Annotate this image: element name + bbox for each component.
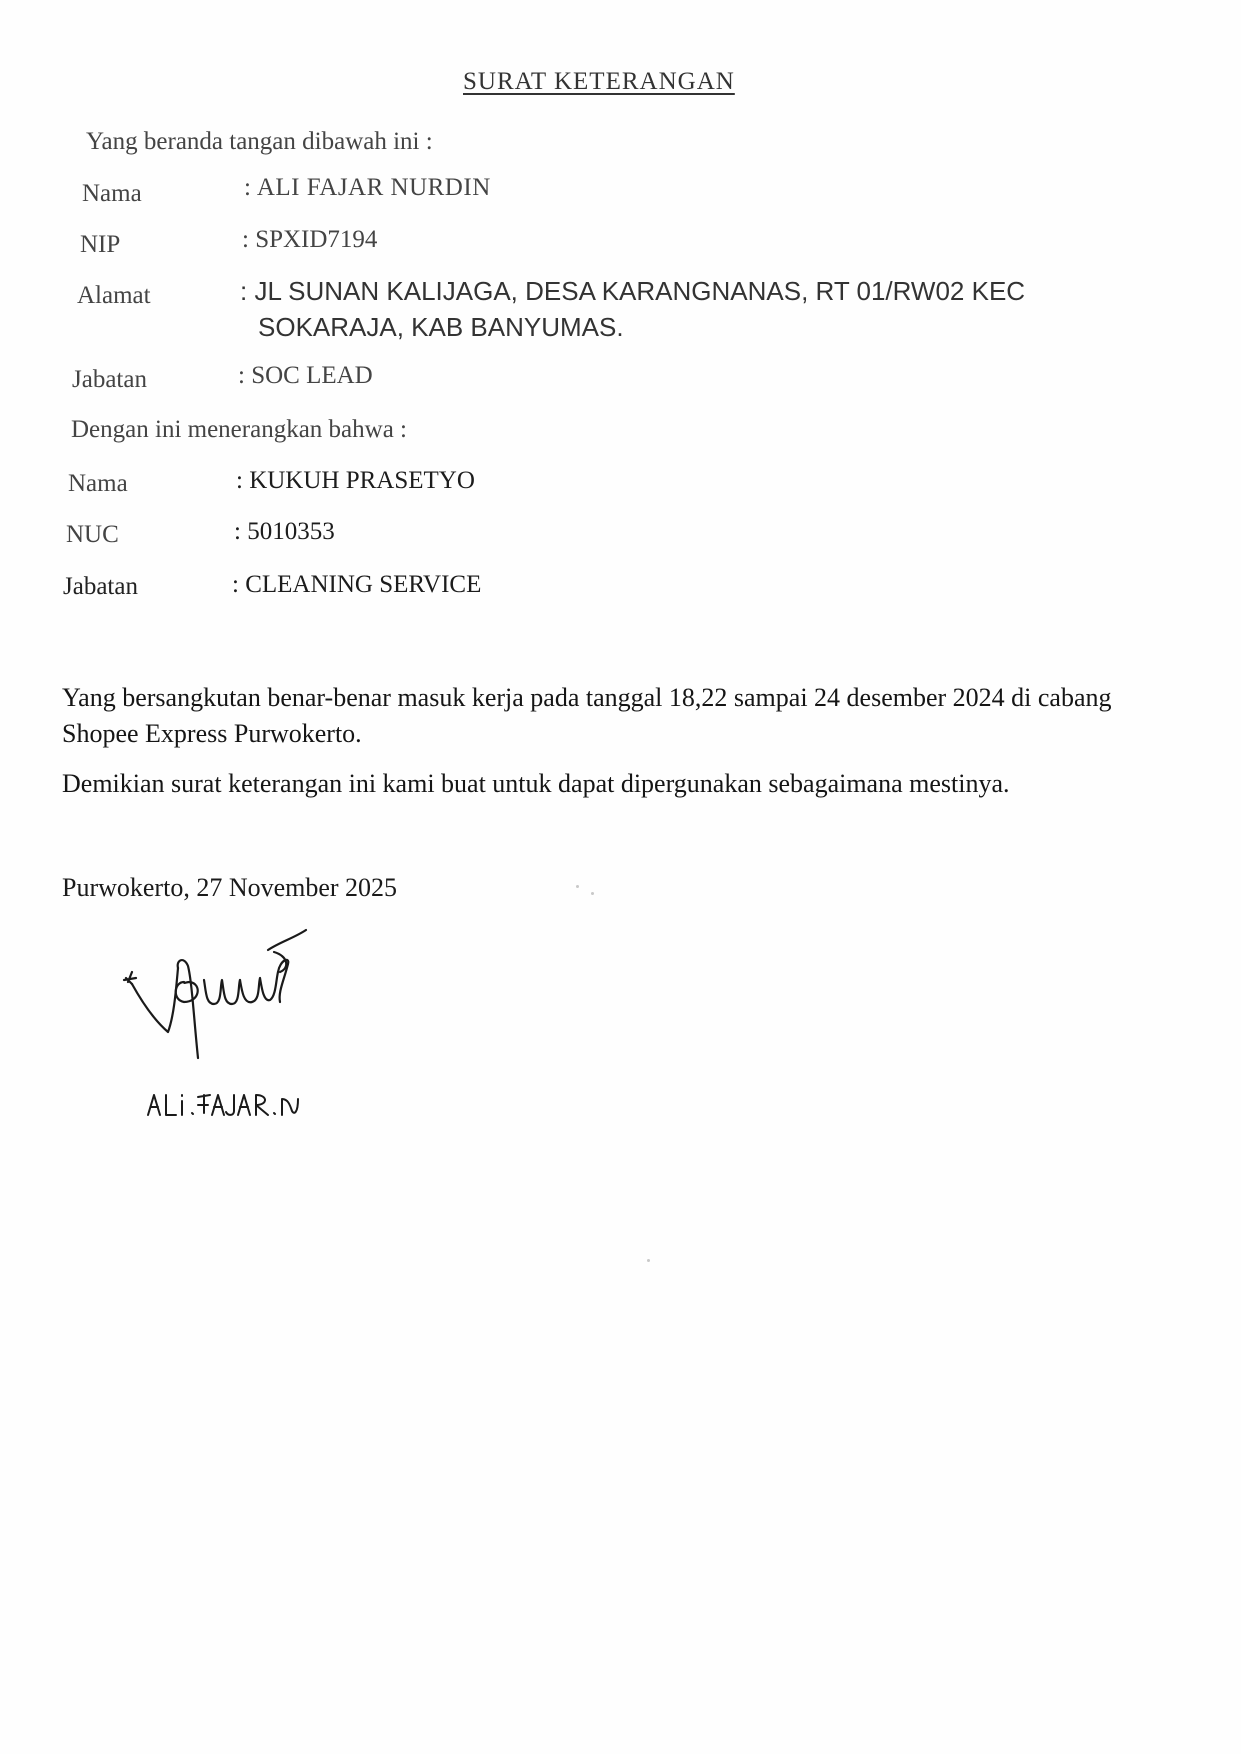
intro-text: Yang beranda tangan dibawah ini : bbox=[86, 128, 433, 155]
scan-speck bbox=[647, 1259, 650, 1262]
subject-nama-label: Nama bbox=[68, 470, 128, 497]
handwritten-signer-name bbox=[146, 1085, 306, 1125]
subject-nuc-label: NUC bbox=[66, 521, 119, 548]
handwritten-signature bbox=[118, 920, 348, 1070]
subject-nama-value: : KUKUH PRASETYO bbox=[236, 467, 475, 494]
signer-alamat-label: Alamat bbox=[77, 282, 151, 309]
signer-nama-label: Nama bbox=[82, 180, 142, 207]
body-paragraph-1: Yang bersangkutan benar-benar masuk kerja pada tanggal 18,22 sampai 24 desember 2024 di cabang Shopee Express Purwokerto. bbox=[62, 683, 1112, 748]
place-date: Purwokerto, 27 November 2025 bbox=[62, 873, 398, 902]
signer-jabatan-value: : SOC LEAD bbox=[238, 362, 373, 389]
scan-speck bbox=[576, 885, 579, 888]
signer-alamat-value-line2: SOKARAJA, KAB BANYUMAS. bbox=[258, 312, 624, 342]
subject-jabatan-label: Jabatan bbox=[63, 573, 138, 600]
body-paragraph-2: Demikian surat keterangan ini kami buat untuk dapat dipergunakan sebagaimana mestinya. bbox=[62, 769, 1010, 798]
signer-nama-value: : ALI FAJAR NURDIN bbox=[244, 174, 491, 201]
scan-speck bbox=[591, 892, 594, 895]
signer-nip-label: NIP bbox=[80, 231, 121, 258]
signer-nip-value: : SPXID7194 bbox=[242, 226, 378, 253]
signer-alamat-value-line1: : JL SUNAN KALIJAGA, DESA KARANGNANAS, RT 01/RW02 KEC bbox=[240, 276, 1026, 306]
statement-intro: Dengan ini menerangkan bahwa : bbox=[71, 416, 407, 443]
subject-nuc-value: : 5010353 bbox=[234, 518, 335, 545]
signer-jabatan-label: Jabatan bbox=[72, 366, 147, 393]
document-title: SURAT KETERANGAN bbox=[463, 68, 735, 95]
subject-jabatan-value: : CLEANING SERVICE bbox=[232, 571, 482, 598]
